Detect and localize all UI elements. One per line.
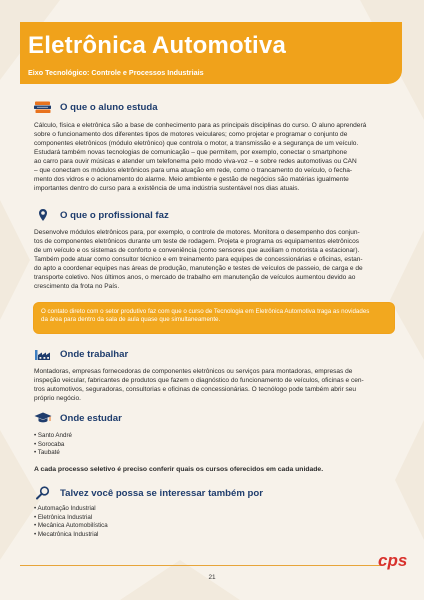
campus-list [34,432,72,458]
highlight-callout [33,302,395,334]
books-icon [34,100,52,114]
paragraph-line: Desenvolve módulos eletrônicos para, por exemplo, o controle de motores. Monitora o desempenho dos conjun- [34,229,360,236]
section-heading-trabalhar [34,347,128,361]
section-title-profissional: O que o profissional faz [60,209,169,221]
section-heading-estudar [34,411,122,425]
paragraph-aluno [34,121,396,193]
list-item: • Eletrônica Industrial [34,513,93,521]
section-title-aluno: O que o aluno estuda [60,101,158,113]
section-title-estudar: Onde estudar [60,412,122,424]
paragraph-line: Montadoras, empresas fornecedoras de componentes eletrônicos ou serviços para montadoras, empresas de [34,368,353,375]
list-item: • Taubaté [34,449,60,457]
paragraph-line: ao carro para ouvir músicas e atender um telefonema pelo modo viva-voz – e sobre redes automotivas ou CAN [34,158,357,166]
factory-icon [34,347,52,361]
paragraph-line: componentes eletrônicos (módulo eletrônico) que controla o motor, a transmissão e a segurança de um veículo. [34,140,359,148]
paragraph-line: do apto a coordenar equipes nas áreas de produção, manutenção e testes de veículos de passeio, de carga e de [34,265,363,273]
paragraph-line: crescimento da frota no País. [34,283,120,291]
paragraph-line: transporte coletivo. Nos últimos anos, o mercado de trabalho em manutenção de veículos aumentou devido ao [34,274,356,282]
page-subtitle: Eixo Tecnológico: Controle e Processos Industriais [28,68,204,77]
related-courses-list [34,505,108,539]
svg-text:cps: cps [378,551,408,570]
paragraph-line: Cálculo, física e eletrônica são a base de conhecimento para as principais disciplinas do curso. O aluno aprenderá [34,122,367,129]
list-item: • Sorocaba [34,440,65,448]
list-item: • Santo André [34,432,72,439]
paragraph-profissional [34,228,396,291]
section-title-interesse: Talvez você possa se interessar também por [60,487,263,499]
footer-divider [20,565,382,566]
section-title-trabalhar: Onde trabalhar [60,348,129,360]
paragraph-line: – que conectam os módulos eletrônicos para uma atuação em rede, como o trancamento do veículo, o fecha- [34,167,353,175]
list-item: • Mecânica Automobilística [34,522,108,530]
section-heading-interesse [34,486,263,500]
section-heading-aluno [34,100,158,114]
list-item: • Mecatrônica Industrial [34,530,99,538]
paragraph-line: inspeção veicular, fabricantes de produtos que fazem o diagnóstico do funcionamento de veículos, oficinas e cen- [34,377,364,385]
page-number: 21 [208,574,216,581]
title-banner [20,22,402,84]
page-title: Eletrônica Automotiva [28,32,287,59]
paragraph-line: Também pode atuar como consultor técnico e em treinamento para equipes de concessionárias e oficinas, estan- [34,256,363,264]
callout-line: da área para dentro da sala de aula quase que simultaneamente. [41,316,221,324]
graduation-cap-icon [34,411,52,425]
paragraph-line: tros automotivos, seguradoras, consultorias e oficinas de concessionárias. O tecnólogo pode também abrir seu [34,386,357,394]
paragraph-line: sobre o funcionamento dos diferentes tipos de motores veiculares; como projetar e programar o conjunto de [34,131,348,139]
paragraph-line: tos de componentes eletrônicos durante um teste de rodagem. Projeta e programa os equipamentos eletrônicos [34,238,359,246]
paragraph-line: mento dos vidros e o acionamento do alarme. Meio ambiente e gestão de negócios são matérias igualmente [34,176,349,184]
paragraph-line: Estudará também novas tecnologias de comunicação – que permitem, por exemplo, conectar o smartphone [34,149,347,157]
paragraph-line: próprio negócio. [34,395,81,403]
pin-icon [34,208,52,222]
paragraph-line: de um veículo e os sistemas de conforto e conveniência (como sensores que auxiliam o motorista a estacionar). [34,247,360,255]
callout-line: O contato direto com o setor produtivo faz com que o curso de Tecnologia em Eletrônica Automotiva traga as novidades [41,308,370,315]
selection-note: A cada processo seletivo é preciso conferir quais os cursos oferecidos em cada unidade. [34,466,324,473]
list-item: • Automação Industrial [34,505,96,512]
section-heading-profissional [34,208,169,222]
paragraph-line: importantes dentro do curso para a existência de uma indústria sustentável nos dias atuais. [34,185,300,193]
magnifier-icon [34,486,52,500]
cps-logo [378,549,410,571]
paragraph-trabalhar [34,367,396,403]
